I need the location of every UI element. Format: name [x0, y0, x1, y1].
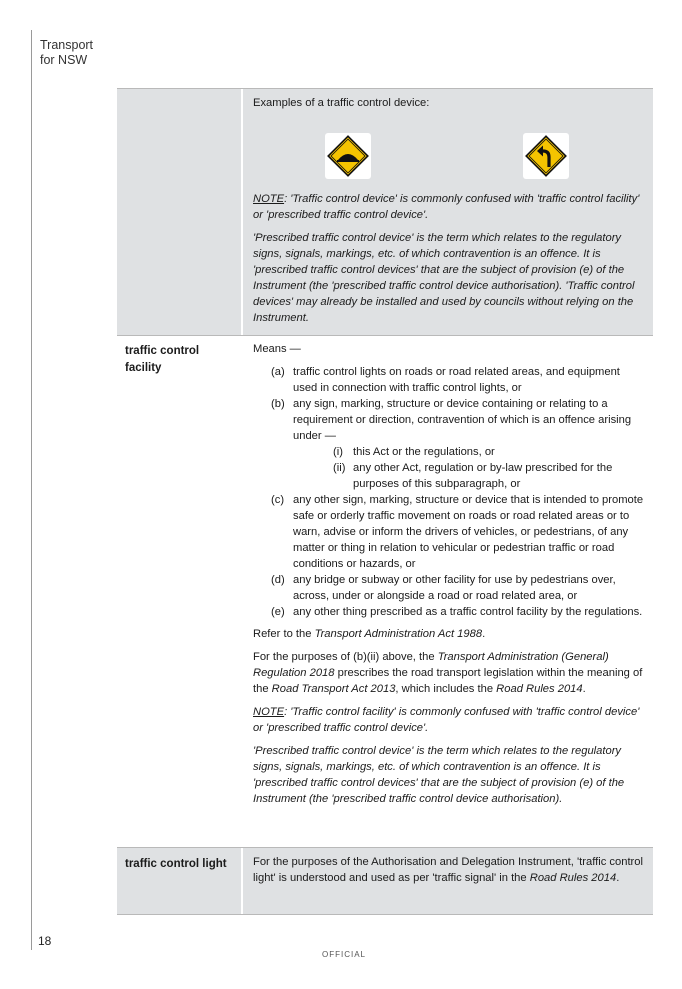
list-label: (b) — [271, 398, 285, 410]
list-item — [253, 396, 645, 444]
list-text: any other Act, regulation or by-law prescribed for the purposes of this subparagraph, or — [353, 462, 613, 490]
page-number: 18 — [38, 934, 52, 948]
text: , which includes the — [395, 683, 497, 695]
list-text: any other thing prescribed as a traffic control facility by the regulations. — [293, 606, 643, 618]
term-cell — [117, 89, 241, 335]
list-item — [253, 572, 645, 604]
list-text: any sign, marking, structure or device containing or relating to a requirement or direction, contravention of which is an offence arising under — — [293, 398, 632, 442]
classification-label: OFFICIAL — [322, 950, 367, 959]
text: For the purposes of the Authorisation and Delegation Instrument, 'traffic control light' is understood and used as per 'traffic signal' in the — [253, 856, 643, 884]
prescribed-paragraph: 'Prescribed traffic control device' is the term which relates to the regulatory signs, signals, markings, etc. of which contravention is an offence. It is 'prescribed traffic control devices' that are the subject of provision (e) of the Instrument (the 'prescribed traffic control device authorisation). 'Traffic control devices' may already be installed and used by councils without relying on the Instrument. — [253, 232, 635, 324]
term-cell: traffic control facility — [125, 345, 200, 374]
brand-logo-text — [40, 38, 93, 68]
act-title: Road Transport Act 2013 — [271, 683, 396, 695]
definition-row-traffic-control-light — [117, 848, 653, 915]
definition-cell — [243, 335, 653, 847]
examples-heading: Examples of a traffic control device: — [253, 97, 430, 109]
list-item — [253, 492, 645, 572]
curve-left-sign-icon — [523, 133, 569, 179]
sub-list-item — [253, 444, 645, 460]
sign-examples — [253, 111, 645, 191]
text: prescribes the road transport legislation within the meaning of the — [253, 667, 643, 695]
text: Refer to the — [253, 628, 315, 640]
list-text: traffic control lights on roads or road related areas, and equipment used in connection with traffic control lights, or — [293, 366, 620, 394]
light-paragraph — [253, 854, 645, 886]
sub-list-item — [253, 460, 645, 492]
note-label: NOTE — [253, 706, 285, 718]
list-item — [253, 604, 645, 620]
list-label: (e) — [271, 606, 285, 618]
list-text: this Act or the regulations, or — [353, 446, 495, 458]
definition-list — [253, 364, 645, 620]
speed-hump-sign-icon — [325, 133, 371, 179]
brand-line-2: for NSW — [40, 53, 88, 67]
regulation-title: Transport Administration (General) Regulation 2018 — [253, 651, 609, 679]
rules-title: Road Rules 2014 — [496, 683, 583, 695]
prescribed-paragraph: 'Prescribed traffic control device' is the term which relates to the regulatory signs, signals, markings, etc. of which contravention is an offence. It is 'prescribed traffic control devices' that are the subject of provision (e) of the Instrument (the 'prescribed traffic control device authorisation). — [253, 745, 625, 805]
list-text: any bridge or subway or other facility for use by pedestrians over, across, under or alongside a road or road related area, or — [293, 574, 616, 602]
rules-title: Road Rules 2014 — [529, 872, 617, 884]
note-paragraph — [253, 704, 645, 736]
text: . — [482, 628, 486, 640]
text: . — [582, 683, 586, 695]
list-label: (i) — [333, 446, 343, 458]
list-item — [253, 364, 645, 396]
refer-paragraph — [253, 626, 645, 642]
note-label: NOTE — [253, 193, 285, 205]
note-paragraph — [253, 191, 645, 223]
text: For the purposes of (b)(ii) above, the — [253, 651, 438, 663]
brand-line-1: Transport — [40, 38, 94, 52]
list-label: (d) — [271, 574, 285, 586]
means-text: Means — — [253, 343, 301, 355]
list-text: any other sign, marking, structure or device that is intended to promote safe or orderly traffic movement on roads or road related areas or to warn, advise or inform the drivers of vehicles, or pedestrians, of any matter or thing in relation to vehicular or pedestrian traffic or road conditions or hazards, or — [293, 494, 644, 570]
list-label: (c) — [271, 494, 285, 506]
margin-rule — [31, 30, 32, 950]
term-cell: traffic control light — [117, 848, 241, 914]
note-text: : 'Traffic control facility' is commonly confused with 'traffic control device' or 'prescribed traffic control device'. — [253, 706, 640, 734]
list-label: (ii) — [333, 462, 346, 474]
definition-row-traffic-control-facility — [117, 335, 653, 848]
list-label: (a) — [271, 366, 285, 378]
purpose-paragraph — [253, 649, 645, 697]
definition-row-traffic-control-device — [117, 88, 653, 336]
act-title: Transport Administration Act 1988 — [314, 628, 483, 640]
definition-cell — [243, 89, 653, 335]
definition-cell — [243, 848, 653, 914]
text: . — [616, 872, 620, 884]
note-text: : 'Traffic control device' is commonly confused with 'traffic control facility' or 'prescribed traffic control device'. — [253, 193, 640, 221]
